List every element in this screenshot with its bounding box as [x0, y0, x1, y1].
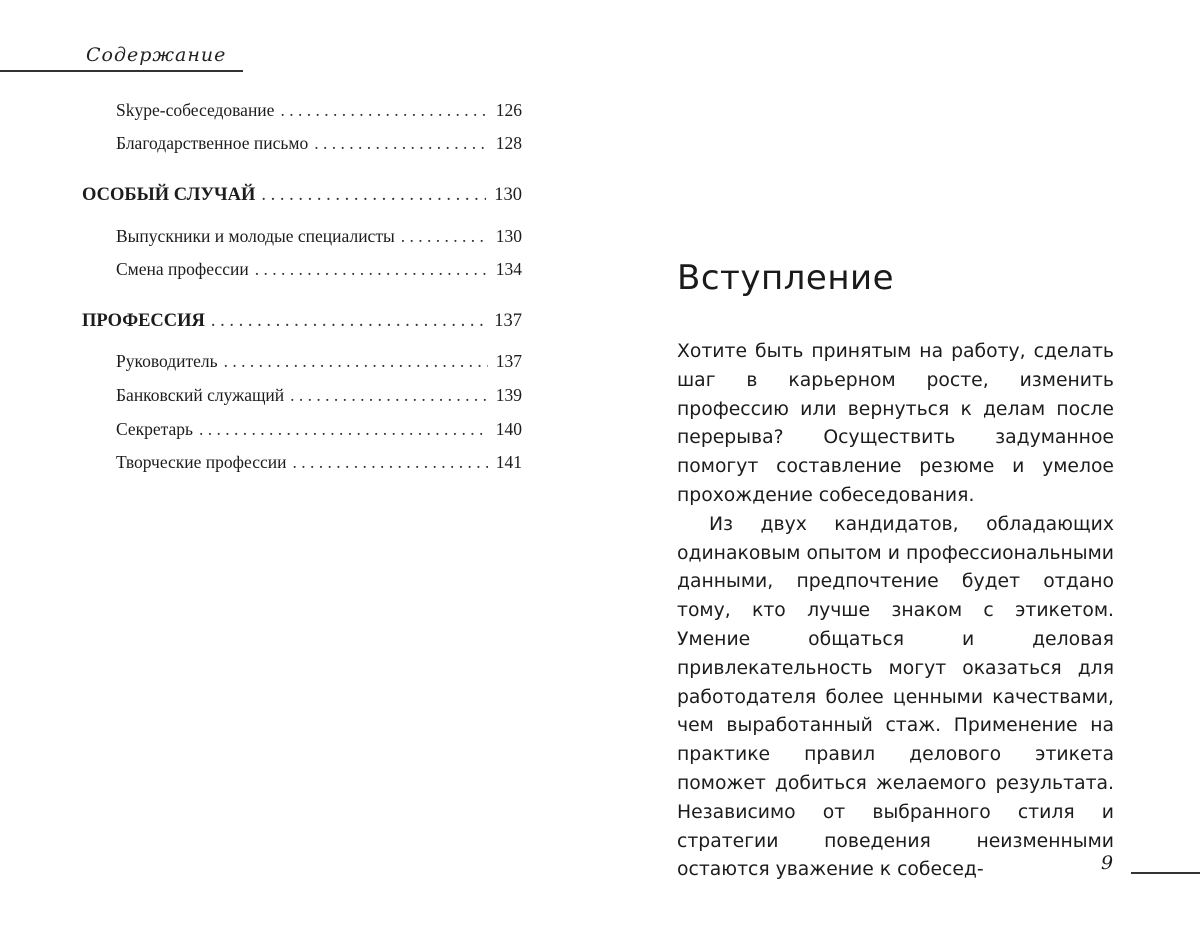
toc-entry[interactable]	[116, 419, 522, 445]
running-header-title: Содержание	[86, 44, 227, 66]
toc-entry[interactable]	[116, 259, 522, 285]
toc-entry-label: Руководитель	[116, 351, 218, 371]
toc-entry[interactable]	[116, 226, 522, 252]
toc-entry[interactable]	[116, 133, 522, 159]
toc-dot-leader	[280, 100, 487, 121]
toc-dot-leader	[261, 185, 486, 206]
toc-section-label: ПРОФЕССИЯ	[82, 311, 205, 331]
toc-entry-page: 130	[495, 226, 522, 246]
toc-section-entry[interactable]	[82, 311, 522, 337]
toc-entry-label: Секретарь	[116, 419, 194, 439]
toc-entry-label: Банковский служащий	[116, 385, 285, 405]
toc-entry-page: 134	[495, 259, 522, 279]
toc-entry-page: 137	[494, 311, 522, 331]
toc-entry-page: 137	[495, 351, 522, 371]
toc-entry-page: 140	[495, 419, 522, 439]
toc-dot-leader	[401, 226, 488, 247]
body-paragraph: Из двух кандидатов, обладающих одинаковым опытом и профессиональными данными, предпочтение будет отдано тому, кто лучше знаком с этикетом. Умение общаться и деловая привлекательность могут оказаться для работодателя более ценными качествами, чем выработанный стаж. Применение на практике правил делового этикета поможет добиться желаемого результата. Независимо от выбранного стиля и стратегии поведения неизменными остаются уважение к собесед-	[677, 513, 1114, 881]
toc-entry[interactable]	[116, 351, 522, 377]
toc-entry-page: 130	[494, 185, 522, 205]
toc-entry-label: Творческие профессии	[116, 452, 287, 472]
toc-entry-page: 141	[495, 452, 522, 472]
footer-rule	[1131, 872, 1200, 874]
toc-dot-leader	[224, 351, 488, 372]
chapter-title: Вступление	[677, 258, 895, 298]
page-number: 9	[1101, 852, 1114, 874]
toc-dot-leader	[314, 133, 488, 154]
toc-entry-label: Благодарственное письмо	[116, 133, 309, 153]
toc-dot-leader	[199, 419, 488, 440]
toc-entry-label: Skype-собеседование	[116, 100, 275, 120]
toc-section-entry[interactable]	[82, 185, 522, 211]
toc-entry-page: 126	[495, 100, 522, 120]
toc-dot-leader	[292, 452, 487, 473]
toc-dot-leader	[255, 259, 488, 280]
toc-entry-label: Смена профессии	[116, 259, 249, 279]
toc-entry-label: Выпускники и молодые специалисты	[116, 226, 395, 246]
toc-dot-leader	[211, 311, 486, 332]
toc-entry-page: 128	[495, 133, 522, 153]
toc-entry[interactable]	[116, 385, 522, 411]
toc-entry-page: 139	[495, 385, 522, 405]
toc-entry[interactable]	[116, 100, 522, 126]
header-rule	[0, 70, 243, 72]
toc-entry[interactable]	[116, 452, 522, 478]
toc-dot-leader	[290, 385, 488, 406]
toc-section-label: ОСОБЫЙ СЛУЧАЙ	[82, 185, 256, 205]
body-paragraph: Хотите быть принятым на работу, сделать шаг в карьерном росте, изменить профессию или вернуться к делам после перерыва? Осуществить задуманное помогут составление резюме и умелое прохождение собеседования.	[677, 341, 1114, 506]
chapter-body	[677, 338, 1114, 885]
